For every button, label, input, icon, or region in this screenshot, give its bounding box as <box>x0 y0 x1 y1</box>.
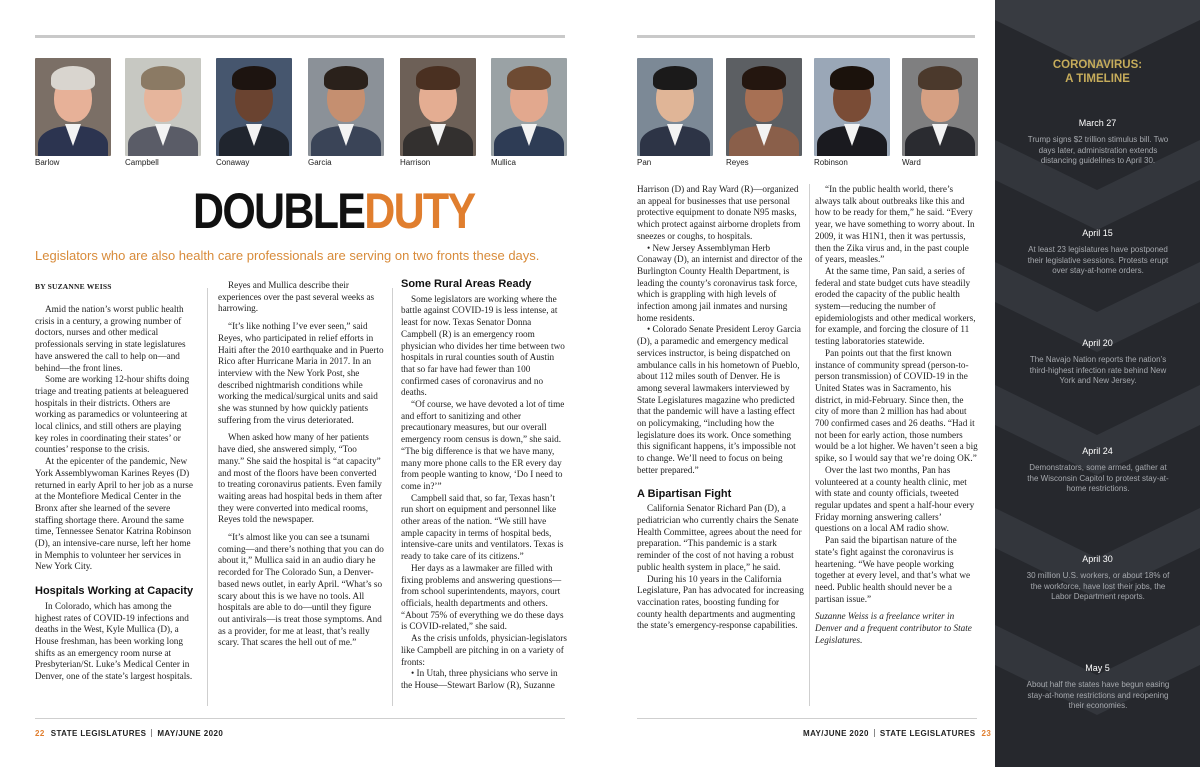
portrait-caption: Campbell <box>125 158 159 167</box>
column-divider <box>207 288 208 706</box>
paragraph: Some legislators are working where the battle against COVID-19 is less intense, at least for now. Texas Senator Donna Campbell (R) is an emergency room physician who divides her time between two hospitals in rural counties south of Austin that so far have had fewer than 100 confirmed cases of coronavirus and no deaths. <box>401 293 565 398</box>
timeline-title <box>995 58 1200 86</box>
timeline-description: Demonstrators, some armed, gather at the Wisconsin Capitol to protest stay-at-home restrictions. <box>1027 463 1169 493</box>
timeline-date: May 5 <box>1085 663 1110 673</box>
paragraph: When asked how many of her patients have died, she answered simply, “Too many.” She said the hospital is “at capacity” and most of the floors have been converted to treating coronavirus patients. Even family waiting areas had hospital beds in them after they were converted into medical rooms, Reyes told the newspaper. <box>218 432 383 525</box>
portrait-photo <box>400 58 476 156</box>
publication-name: STATE LEGISLATURES <box>879 729 976 738</box>
top-rule-right <box>637 35 975 38</box>
paragraph: • Colorado Senate President Leroy Garcia (D), a paramedic and emergency medical services instructor, is being dispatched on ambulance calls in his hometown of Pueblo, about 112 miles south of Denver. He is among several lawmakers interviewed by State Legislatures magazine who predicted that the pandemic will have a lasting effect on policymaking, “including how the legislature does its work. Once something this significant happens, it’s impossible not to change. We’ll need to focus on being better prepared.” <box>637 324 801 475</box>
section-heading: A Bipartisan Fight <box>637 487 732 500</box>
portrait-photo <box>814 58 890 156</box>
paragraph: In Colorado, which has among the highest rates of COVID-19 infections and deaths in the West, Kyle Mullica (D), a House freshman, has been working long shifts as an emergency room nurse at Presbyterian/St. Luke’s Medical Center in Denver, one of the state’s largest hospitals. <box>35 600 193 682</box>
portrait-photo <box>35 58 111 156</box>
article-column-3 <box>401 279 568 692</box>
timeline-description: The Navajo Nation reports the nation’s third-highest infection rate behind New York and New Jersey. <box>1029 355 1167 385</box>
paragraph: California Senator Richard Pan (D), a pediatrician who currently chairs the Senate Health Committee, agrees about the need for preparation. “This pandemic is a stark reminder of the cost of not having a robust public health system in place,” he said. <box>637 503 802 572</box>
footer-left <box>35 729 223 738</box>
paragraph: Pan said the bipartisan nature of the state’s fight against the coronavirus is heartening. “We have people working together at every level, and that’s what we need. Public health should never be a partisan issue.” <box>815 535 971 604</box>
paragraph: Pan points out that the first known instance of community spread (person-to-person transmission) of COVID-19 in the United States was in Sacramento, his district, in mid-February. Since then, the city of more than 2 million has had about 700 confirmed cases and 26 deaths. “Had it not been for early action, those numbers would be a lot higher. We haven’t seen a big spike, so I would say that we’re doing OK.” <box>815 347 978 464</box>
bottom-rule-right <box>637 718 977 719</box>
headline <box>193 183 474 239</box>
timeline-date: April 30 <box>1082 554 1113 564</box>
page-number: 22 <box>35 729 45 738</box>
paragraph: At the epicenter of the pandemic, New York Assemblywoman Karines Reyes (D) returned in early April to her job as a nurse at the Montefiore Medical Center in the Bronx after she learned of the severe staffing shortage there. Around the same time, Tennessee Senator Katrina Robinson (D), an intensive-care nurse, left her home in Memphis to volunteer her services in New York City. <box>35 456 193 572</box>
paragraph: Harrison (D) and Ray Ward (R)—organized an appeal for businesses that use personal protective equipment to donate N95 masks, which protect against airborne droplets from sneezes or coughs, to hospitals. <box>637 184 801 241</box>
paragraph: • In Utah, three physicians who serve in the House—Stewart Barlow (R), Suzanne <box>401 668 558 690</box>
portrait-caption: Robinson <box>814 158 848 167</box>
paragraph: Reyes and Mullica describe their experiences over the past several weeks as harrowing. <box>218 280 375 314</box>
paragraph: At the same time, Pan said, a series of federal and state budget cuts have steadily eroded the capacity of the public health system—reducing the number of epidemiologists and other medical workers, for example, and forcing the closure of 11 testing laboratories statewide. <box>815 265 976 347</box>
section-heading: Some Rural Areas Ready <box>401 278 532 290</box>
paragraph: Amid the nation’s worst public health crisis in a century, a growing number of doctors, nurses and other medical professionals serving in state legislatures have answered the call to help on—and behind—the front lines. <box>35 304 186 373</box>
paragraph: Campbell said that, so far, Texas hasn’t run short on equipment and personnel like other areas of the nation. “We still have ample capacity in terms of hospital beds, intensive-care units and ventilators. Texas is ready to take care of its citizens.” <box>401 492 564 562</box>
paragraph: Her days as a lawmaker are filled with fixing problems and answering questions—from school superintendents, mayors, court officials, health departments and others. “About 75% of everything we do these days is COVID-related,” she said. <box>401 562 564 632</box>
portrait-caption: Harrison <box>400 158 431 167</box>
timeline-title-line1: CORONAVIRUS: <box>1052 59 1143 71</box>
footer-right <box>803 729 991 738</box>
paragraph: • New Jersey Assemblyman Herb Conaway (D), an internist and director of the Burlington County Health Department, is leading the county’s coronavirus task force, which is grappling with high levels of infection among jail inmates and nursing home residents. <box>637 242 803 323</box>
portrait-caption: Mullica <box>491 158 516 167</box>
paragraph: “It’s almost like you can see a tsunami coming—and there’s nothing that you can do about it,” Mullica said in an audio diary he recorded for The Colorado Sun, a Denver-based news outlet, in early April. “What’s so scary about this is we have no tools. All hospitals are able to do—until they figure out antivirals—is treat those symptoms. And as a provider, for me at least, that’s really scary. That scares the hell out of me.” <box>218 532 384 648</box>
portrait-caption: Garcia <box>308 158 332 167</box>
chevron-shape <box>995 385 1200 475</box>
portrait-caption: Reyes <box>726 158 749 167</box>
portrait-photo <box>491 58 567 156</box>
timeline-description: Trump signs $2 trillion stimulus bill. Two days later, administration extends distancing guidelines to April 30. <box>1027 135 1169 165</box>
paragraph: As the crisis unfolds, physician-legislators like Campbell are pitching in on a variety of fronts: <box>401 633 567 667</box>
column-divider <box>392 288 393 706</box>
article-column-4 <box>637 184 804 632</box>
column-divider <box>809 184 810 706</box>
paragraph: “Of course, we have devoted a lot of time and effort to sanitizing and other precautionary measures, but our overall emergency room census is down,” she said. “The big difference is that we have many, many more phone calls to the ER every day from people wanting to know, ‘Do I need to come in?’” <box>401 399 565 491</box>
portrait-photo <box>726 58 802 156</box>
paragraph: “It’s like nothing I’ve ever seen,” said Reyes, who participated in relief efforts in Haiti after the 2010 earthquake and in Puerto Rico after Hurricane Maria in 2017. In an interview with the New York Post, she described nightmarish conditions while working the medical/surgical units and said she was stunned by how quickly patients suffering from the virus deteriorated. <box>218 321 384 425</box>
timeline-description: About half the states have begun easing stay-at-home restrictions and reopening their economies. <box>1026 680 1170 710</box>
article-column-2 <box>218 280 384 649</box>
byline: BY SUZANNE WEISS <box>35 282 112 291</box>
headline-part2: DUTY <box>364 183 475 239</box>
portrait-photo <box>216 58 292 156</box>
timeline-description: 30 million U.S. workers, or about 18% of the workforce, have lost their jobs, the Labor Department reports. <box>1026 571 1170 601</box>
section-heading: Hospitals Working at Capacity <box>35 585 194 598</box>
headline-part1: DOUBLE <box>193 183 365 239</box>
portrait-caption: Ward <box>902 158 921 167</box>
article-column-1 <box>35 304 195 683</box>
timeline-date: April 20 <box>1082 338 1113 348</box>
paragraph: During his 10 years in the California Legislature, Pan has advocated for increasing vaccination rates, boosting funding for county health departments and augmenting the state’s emergency-response capabilities. <box>637 573 804 631</box>
portrait-photo <box>637 58 713 156</box>
portrait-photo <box>125 58 201 156</box>
timeline-title-line2: A TIMELINE <box>1065 73 1130 85</box>
portrait-photo <box>308 58 384 156</box>
subtitle: Legislators who are also health care professionals are serving on two fronts these days. <box>35 248 540 263</box>
paragraph: Over the last two months, Pan has volunteered at a county health clinic, met with state and county officials, tweeted regular updates and spent a half-hour every Friday morning answering callers’ questions on a local AM radio show. <box>815 464 975 534</box>
issue-date: MAY/JUNE 2020 <box>157 729 224 738</box>
timeline-date: April 24 <box>1082 446 1113 456</box>
portrait-caption: Conaway <box>216 158 250 167</box>
timeline-description: At least 23 legislatures have postponed their legislative sessions. Protests erupt over stay-at-home orders. <box>1027 245 1169 275</box>
timeline-date: April 15 <box>1082 228 1113 238</box>
issue-date: MAY/JUNE 2020 <box>803 729 869 738</box>
article-column-5 <box>815 184 978 646</box>
paragraph: “In the public health world, there’s always talk about outbreaks like this and how to be ready for them,” he said. “Every year, we have something to worry about. In 2009, it was H1N1, then it was pertussis, then the Zika virus and, in the past couple of years, measles.” <box>815 184 975 265</box>
timeline-date: March 27 <box>1078 118 1117 128</box>
top-rule-left <box>35 35 565 38</box>
timeline-sidebar <box>995 0 1200 767</box>
portrait-caption: Pan <box>637 158 652 167</box>
author-bio: Suzanne Weiss is a freelance writer in Denver and a frequent contributor to State Legislatures. <box>815 611 972 645</box>
page-number: 23 <box>981 729 992 738</box>
portrait-caption: Barlow <box>35 158 60 167</box>
paragraph: Some are working 12-hour shifts doing triage and treating patients at beleaguered hospitals in their districts. Others are working as paramedics or volunteering at local clinics, and still others are playing key roles in coordinating their states’ or counties’ response to the crisis. <box>35 374 190 455</box>
bottom-rule-left <box>35 718 565 719</box>
portrait-photo <box>902 58 978 156</box>
publication-name: STATE LEGISLATURES <box>50 729 147 738</box>
